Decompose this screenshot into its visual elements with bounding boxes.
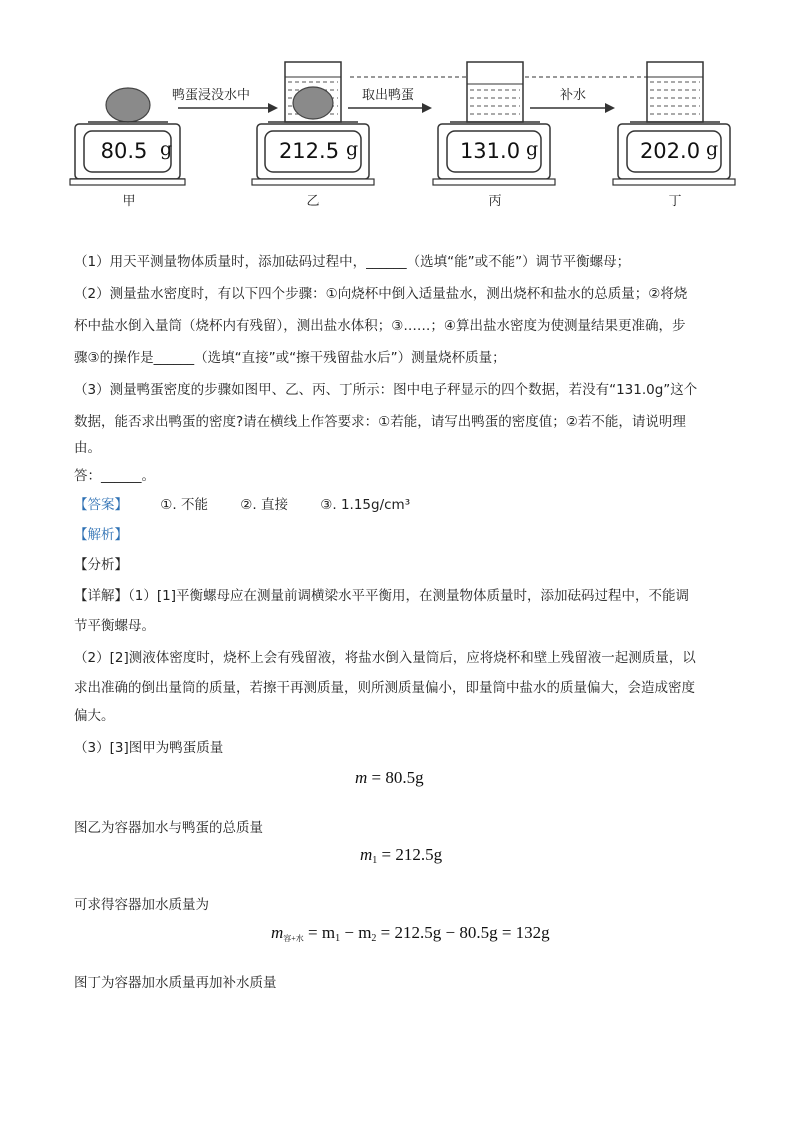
detail-2-line-3: 偏大。: [74, 708, 115, 724]
detail-1-line-2: 节平衡螺母。: [74, 618, 155, 634]
beaker-bing: [467, 62, 523, 122]
beaker-ding: [647, 62, 703, 122]
arrow-label-2: 取出鸭蛋: [362, 88, 415, 103]
experiment-diagram: [60, 52, 740, 212]
question-3-line-2: 数据，能否求出鸭蛋的密度?请在横线上作答要求：①若能，请写出鸭蛋的密度值；②若不能，请说明理: [74, 414, 686, 430]
formula-1: m = 80.5g: [355, 768, 424, 787]
formula-2: $m_1 = 212.5g$: [360, 845, 443, 866]
scale-reading-bing: 131.0: [459, 139, 521, 163]
detail-2-line-2: 求出准确的倒出量筒的质量，若擦干再测质量，则所测质量偏小，即量筒中盐水的质量偏大，会造成密度: [74, 680, 695, 696]
text-4: 图丁为容器加水质量再加补水质量: [74, 975, 277, 991]
figure-label-yi: 乙: [306, 194, 320, 209]
detail-1-text: （1）[1]平衡螺母应在测量前调横梁水平平衡用，在测量物体质量时，添加砝码过程中，不能调: [128, 588, 689, 604]
question-2-line-2: 杯中盐水倒入量筒（烧杯内有残留），测出盐水体积；③……；④算出盐水密度为使测量结果更准确，步: [74, 318, 686, 334]
figure-label-ding: 丁: [668, 194, 682, 209]
fenxi-tag: 【分析】: [74, 557, 128, 573]
question-2-line-3: 骤③的操作是______（选填“直接”或“擦干残留盐水后”）测量烧杯质量；: [74, 350, 506, 366]
experiment-figure: [60, 52, 740, 212]
detail-2-line-1: （2）[2]测液体密度时，烧杯上会有残留液，将盐水倒入量筒后，应将烧杯和壁上残留液一起测质量，以: [74, 650, 696, 666]
detail-tag: 【详解】: [74, 588, 128, 604]
text-3: 可求得容器加水质量为: [74, 897, 209, 913]
duck-egg-jia: [106, 88, 150, 122]
answer-item-2: ②. 直接: [240, 497, 288, 513]
question-3-line-3: 由。: [74, 440, 101, 456]
scale-unit-bing: g: [526, 138, 539, 160]
answer-blank: 答：______。: [74, 468, 155, 484]
answer-item-1: ①. 不能: [160, 497, 208, 513]
scale-ding: [613, 62, 735, 185]
question-3-line-1: （3）测量鸭蛋密度的步骤如图甲、乙、丙、丁所示：图中电子秤显示的四个数据，若没有“131.0g”这个: [74, 382, 698, 398]
duck-egg-yi: [293, 87, 333, 119]
answer-item-3: ③. 1.15g/cm³: [320, 497, 411, 513]
text-2: 图乙为容器加水与鸭蛋的总质量: [74, 820, 263, 836]
scale-yi: [252, 62, 374, 185]
scale-unit-yi: g: [346, 138, 359, 160]
question-1: （1）用天平测量物体质量时，添加砝码过程中，______（选填“能”或不能”）调节平衡螺母；: [74, 254, 631, 270]
answer-row: [74, 493, 734, 517]
scale-reading-jia: 80.5: [100, 139, 148, 163]
arrow-label-1: 鸭蛋浸没水中: [172, 88, 251, 103]
scale-jia: [70, 88, 185, 185]
scale-bing: [433, 62, 555, 185]
answer-tag: 【答案】: [74, 497, 128, 513]
figure-label-bing: 丙: [488, 194, 502, 209]
question-2-line-1: （2）测量盐水密度时，有以下四个步骤：①向烧杯中倒入适量盐水，测出烧杯和盐水的总质量；②将烧: [74, 286, 688, 302]
scale-unit-jia: g: [160, 138, 173, 160]
detail-line-1: [74, 584, 734, 608]
analysis-tag: 【解析】: [74, 527, 128, 543]
scale-reading-ding: 202.0: [639, 139, 701, 163]
formula-3: $m_{容+水} = m_1 - m_2 = 212.5g - 80.5g = 132g$: [271, 923, 550, 944]
scale-reading-yi: 212.5: [278, 139, 340, 163]
figure-label-jia: 甲: [122, 194, 136, 209]
arrow-label-3: 补水: [560, 88, 587, 103]
scale-unit-ding: g: [706, 138, 719, 160]
detail-3-line-1: （3）[3]图甲为鸭蛋质量: [74, 740, 224, 756]
